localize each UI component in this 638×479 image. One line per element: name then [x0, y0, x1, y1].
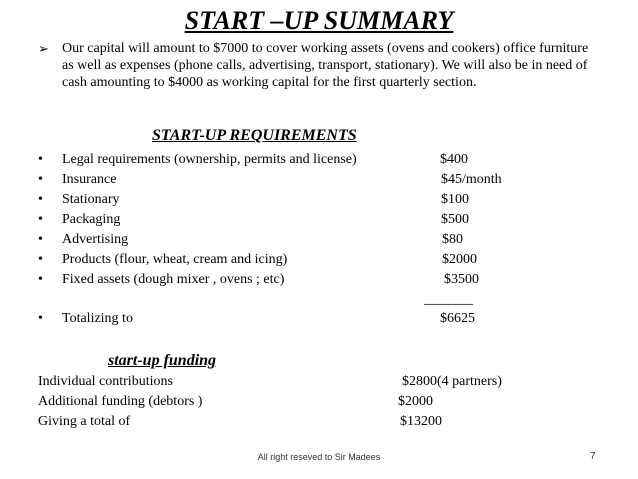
- item-label: Insurance: [62, 172, 117, 187]
- list-item: [38, 250, 598, 270]
- intro-paragraph: [38, 40, 598, 91]
- funding-label: Giving a total of: [38, 414, 131, 429]
- funding-row: [38, 372, 598, 392]
- intro-text: Our capital will amount to $7000 to cover working assets (ovens and cookers) office furniture as well as expenses (phone calls, advertising, transport, stationary). We will also be in need of cash amounting to $4000 as working capital for the first quarterly section.: [62, 41, 589, 90]
- list-item: [38, 210, 598, 230]
- funding-row: [38, 412, 598, 432]
- list-item: [38, 270, 598, 290]
- item-amount: $2000: [442, 252, 477, 267]
- item-amount: $45/month: [441, 172, 502, 187]
- list-item: [38, 170, 598, 190]
- arrow-bullet-icon: ➢: [38, 41, 49, 56]
- page-number: 7: [590, 451, 596, 462]
- item-label: Fixed assets (dough mixer , ovens ; etc): [62, 272, 285, 287]
- funding-label: Additional funding (debtors ): [38, 394, 203, 409]
- item-label: Stationary: [62, 192, 120, 207]
- item-label: Products (flour, wheat, cream and icing): [62, 252, 288, 267]
- funding-amount: $2800(4 partners): [402, 374, 502, 389]
- bullet-icon: •: [38, 311, 43, 326]
- item-label: Advertising: [62, 232, 129, 247]
- funding-heading: start-up funding: [108, 352, 217, 369]
- total-label: Totalizing to: [62, 311, 133, 326]
- funding-label: Individual contributions: [38, 374, 173, 389]
- funding-amount: $2000: [398, 394, 433, 409]
- bullet-icon: •: [38, 212, 43, 227]
- bullet-icon: •: [38, 232, 43, 247]
- item-amount: $3500: [444, 272, 479, 287]
- footer-text: All right reseved to Sir Madees: [257, 452, 381, 462]
- item-label: Legal requirements (ownership, permits and license): [62, 152, 357, 167]
- item-amount: $100: [441, 192, 469, 207]
- bullet-icon: •: [38, 252, 43, 267]
- total-amount: $6625: [440, 311, 475, 326]
- bullet-icon: •: [38, 152, 43, 167]
- list-item: [38, 190, 598, 210]
- funding-row: [38, 392, 598, 412]
- requirements-heading: START-UP REQUIREMENTS: [152, 127, 357, 144]
- list-item: [38, 150, 598, 170]
- total-row: [38, 309, 598, 329]
- item-amount: $80: [442, 232, 463, 247]
- item-amount: $500: [441, 212, 469, 227]
- bullet-icon: •: [38, 172, 43, 187]
- bullet-icon: •: [38, 192, 43, 207]
- item-amount: $400: [440, 152, 468, 167]
- funding-amount: $13200: [400, 414, 442, 429]
- bullet-icon: •: [38, 272, 43, 287]
- page-title: START –UP SUMMARY: [184, 6, 454, 35]
- list-item: [38, 230, 598, 250]
- item-label: Packaging: [62, 212, 121, 227]
- total-separator: ________: [424, 292, 472, 307]
